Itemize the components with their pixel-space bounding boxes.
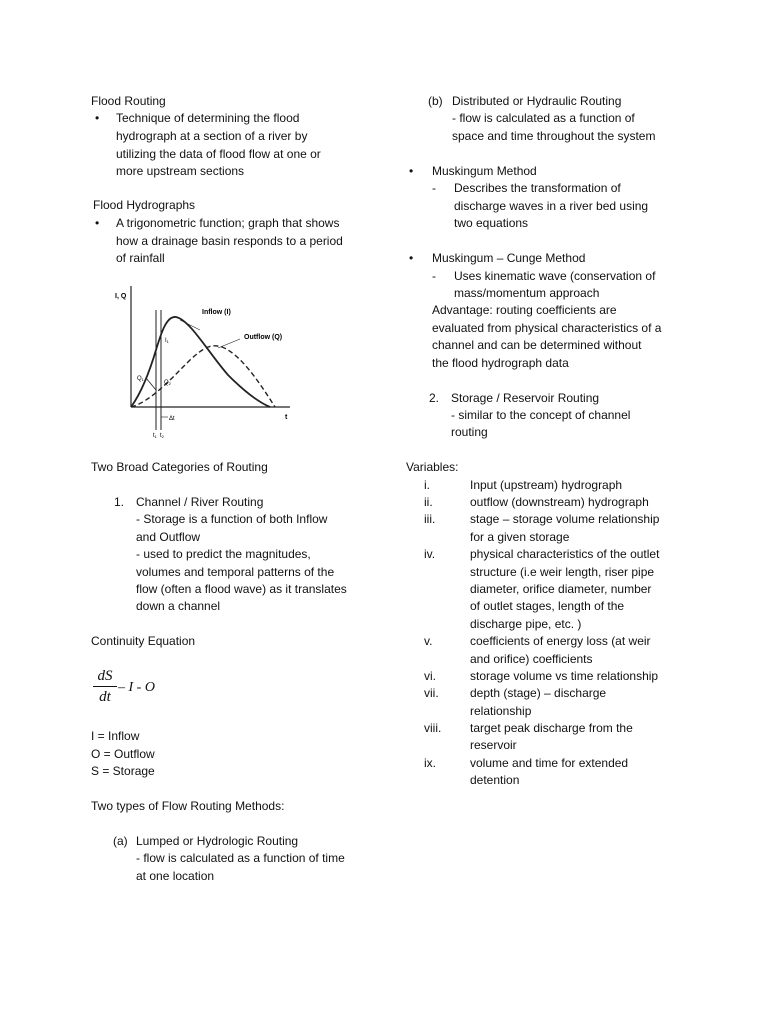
list-item: detention	[470, 773, 520, 787]
list-number: ii.	[424, 495, 433, 509]
list-number: iii.	[424, 512, 436, 526]
list-item: diameter, orifice diameter, number	[470, 582, 652, 596]
list-item: storage volume vs time relationship	[470, 669, 659, 683]
text-line: - used to predict the magnitudes,	[136, 547, 311, 561]
text-line: - similar to the concept of channel	[451, 408, 631, 422]
q1-arrow	[146, 378, 156, 390]
fraction-bar	[93, 686, 117, 687]
inflow-leader	[180, 320, 200, 330]
text-line: more upstream sections	[116, 164, 245, 178]
hydrograph-figure	[110, 280, 330, 445]
text-line: two equations	[454, 216, 529, 230]
t1-label: t1	[153, 433, 157, 439]
inflow-label: Inflow (I)	[202, 309, 231, 316]
text-line: - Storage is a function of both Inflow	[136, 512, 328, 526]
list-number: iv.	[424, 547, 436, 561]
text-line: discharge waves in a river bed using	[454, 199, 649, 213]
list-number: v.	[424, 634, 433, 648]
t2-label: t2	[160, 433, 164, 439]
list-item: reservoir	[470, 738, 517, 752]
list-item: of outlet stages, length of the	[470, 599, 625, 613]
bullet: •	[95, 216, 100, 230]
advantage-line: Advantage: routing coefficients are	[432, 303, 617, 317]
inflow-curve	[131, 317, 270, 407]
list-item: physical characteristics of the outlet	[470, 547, 660, 561]
item-label: (a)	[113, 834, 128, 848]
y-axis-label: I, Q	[115, 293, 127, 300]
list-item: structure (i.e weir length, riser pipe	[470, 565, 655, 579]
text-line: at one location	[136, 869, 215, 883]
list-item: relationship	[470, 704, 532, 718]
text-line: utilizing the data of flood flow at one or	[116, 147, 321, 161]
list-item: discharge pipe, etc. )	[470, 617, 582, 631]
list-item: target peak discharge from the	[470, 721, 633, 735]
storage-title: Storage / Reservoir Routing	[451, 391, 600, 405]
muskingum-title: Muskingum Method	[432, 164, 537, 178]
list-item: volume and time for extended	[470, 756, 629, 770]
text-line: A trigonometric function; graph that shows	[116, 216, 340, 230]
text-line: Technique of determining the flood	[116, 111, 300, 125]
item-title: Distributed or Hydraulic Routing	[452, 94, 622, 108]
advantage-line: channel and can be determined without	[432, 338, 642, 352]
text-line: flow (often a flood wave) as it translates	[136, 582, 347, 596]
equation-numerator: dS	[97, 668, 113, 684]
equation-denominator: dt	[99, 689, 111, 705]
list-item: and orifice) coefficients	[470, 652, 593, 666]
list-number: vii.	[424, 686, 439, 700]
text-line: - flow is calculated as a function of	[452, 111, 635, 125]
text-line: Uses kinematic wave (conservation of	[454, 269, 656, 283]
list-item: outflow (downstream) hydrograph	[470, 495, 649, 509]
types-heading: Two types of Flow Routing Methods:	[91, 799, 285, 813]
advantage-line: the flood hydrograph data	[432, 356, 569, 370]
advantage-line: evaluated from physical characteristics of a	[432, 321, 662, 335]
continuity-heading: Continuity Equation	[91, 634, 196, 648]
text-line: of rainfall	[116, 251, 165, 265]
text-line: and Outflow	[136, 530, 201, 544]
text-line: routing	[451, 425, 488, 439]
list-item: Input (upstream) hydrograph	[470, 478, 623, 492]
text-line: space and time throughout the system	[452, 129, 656, 143]
variables-heading: Variables:	[406, 460, 459, 474]
dt-label: Δt	[169, 416, 175, 422]
cunge-title: Muskingum – Cunge Method	[432, 251, 586, 265]
outflow-leader	[218, 339, 240, 348]
def-outflow: O = Outflow	[91, 747, 155, 761]
equation-fraction	[93, 668, 117, 705]
item-number: 2.	[429, 391, 440, 405]
flood-routing-heading: Flood Routing	[91, 94, 166, 108]
text-line: volumes and temporal patterns of the	[136, 565, 335, 579]
i1-label: I1	[165, 338, 169, 344]
list-item: for a given storage	[470, 530, 570, 544]
list-item: coefficients of energy loss (at weir	[470, 634, 651, 648]
item-title: Lumped or Hydrologic Routing	[136, 834, 299, 848]
list-number: vi.	[424, 669, 436, 683]
list-number: i.	[424, 478, 430, 492]
flood-hydrographs-heading: Flood Hydrographs	[93, 198, 196, 212]
list-number: ix.	[424, 756, 436, 770]
categories-heading: Two Broad Categories of Routing	[91, 460, 268, 474]
text-line: Describes the transformation of	[454, 181, 621, 195]
bullet: •	[409, 251, 414, 265]
item-label: (b)	[428, 94, 443, 108]
q1-label: Q1	[137, 376, 144, 382]
text-line: hydrograph at a section of a river by	[116, 129, 308, 143]
bullet: •	[409, 164, 414, 178]
list-item: stage – storage volume relationship	[470, 512, 660, 526]
def-inflow: I = Inflow	[91, 729, 140, 743]
list-number: viii.	[424, 721, 442, 735]
bullet: •	[95, 111, 100, 125]
item-title: Channel / River Routing	[136, 495, 264, 509]
list-item: depth (stage) – discharge	[470, 686, 607, 700]
text-line: down a channel	[136, 599, 221, 613]
dash: -	[432, 269, 436, 283]
item-number: 1.	[114, 495, 125, 509]
equation-rhs: – I - O	[118, 680, 155, 695]
dash: -	[432, 181, 436, 195]
x-axis-label: t	[285, 414, 288, 421]
text-line: how a drainage basin responds to a period	[116, 234, 343, 248]
outflow-label: Outflow (Q)	[244, 334, 283, 341]
q2-label: Q2	[164, 380, 171, 386]
text-line: - flow is calculated as a function of time	[136, 851, 345, 865]
def-storage: S = Storage	[91, 764, 155, 778]
text-line: mass/momentum approach	[454, 286, 600, 300]
